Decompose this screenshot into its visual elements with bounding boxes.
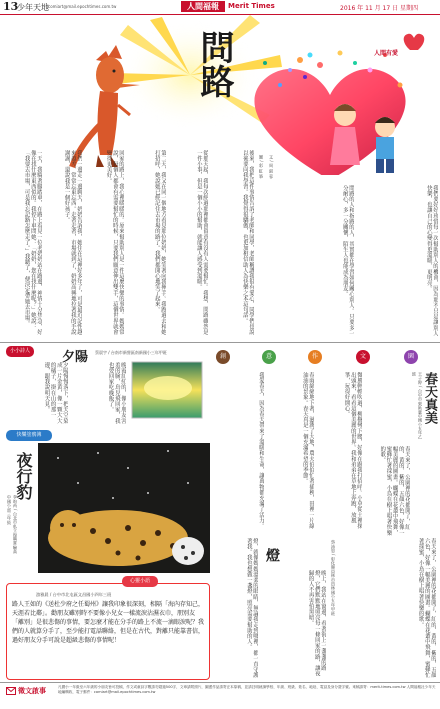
lamp-byline: 蔡沛恩 / 彰化縣員林市員林國小五年甲班: [331, 540, 336, 616]
poem-title: 夕陽: [62, 350, 89, 365]
heart-words-byline: 游雅晨 / 台中市北屯區文昌國小四年三班: [36, 592, 112, 597]
text-column: 晚上，我站在窗邊，看著街上一盞盞的路燈，它們默默地照亮每一條回家的路，讓夜歸的人不再害怕黑暗。: [307, 570, 326, 677]
text-column: 從那天起，我每次經過那裡都會留意有沒有人需要幫忙。我想，問路雖然是一件小事，但是一個小小的幫助，就能讓人感受到溫暖。: [195, 150, 208, 335]
leopard-painting: [38, 443, 210, 573]
story1-title: [196, 30, 232, 98]
story1-byline: 文 / 周 淑 蓉: [269, 155, 274, 179]
text-column: 燈，就像媽媽溫柔的眼睛，無論我走到哪裡，都一直守護著我。我也想做一盞燈，照亮需要幫助的人。: [245, 538, 258, 678]
heart-words-body: 路人王如的《送杜少府之任蜀州》讓我印象很深刻，相隔「海內存知己，天涯若比鄰」。勸朋友雖別時不要像小兒女一樣流淚沾濕衣巾，朋別友「離別」是很悲傷的事情，要怎麼才能在分手的路上不流一滴眼淚呢？我們的人就算分手了，至少能打電話聯絡，但是在古代，對離只能靠書信，過好朋友分手可說是超級悲傷的事情呢！: [12, 601, 205, 644]
heart-words-badge: 心靈小語: [122, 576, 158, 587]
poem-badge: 小小詩人: [6, 346, 34, 357]
poem-text: 晚霞紅紅的，像小朋友害羞的臉，鳥兒飛回家，我也要回家吃晚飯了。: [107, 362, 126, 424]
doodle-title: 夜行豹: [14, 452, 33, 500]
lamp-title: 燈: [264, 548, 280, 562]
divider: [0, 342, 440, 343]
text-column: 我們要好好珍惜每一次幫助別人的機會，因為那不只是讓別人快樂，也讓自己的心變得更溫暖、更明亮。: [425, 185, 438, 337]
text-column: 春雨綿綿地下著，滋潤了大地，農夫伯伯忙著插秧，田裡一片綠油油的景象。春天真是一個充滿希望的季節。: [301, 372, 314, 529]
text-column: 問路的人和指路的人，其實都在學習如何關心別人。只要多一分耐心，多一分關懷，陌生人也能成為朋友。: [341, 185, 354, 337]
envelope-icon: [6, 686, 16, 696]
poem-text: 夕陽慢慢落下，把天空染成一片金黃，像一顆大大的橘子，掛在山的那一邊，跟我說明天見。: [43, 362, 68, 424]
composition-bubbles: [216, 348, 436, 368]
bubble-5: 園: [404, 350, 418, 364]
doodle-badge: 快樂塗鴉簿: [6, 430, 52, 441]
heart-icon: [404, 34, 425, 50]
bubble-3: 作: [308, 350, 322, 364]
sunset-painting: [128, 358, 206, 424]
bubble-1: 創: [216, 350, 230, 364]
spring-title: 春天真美: [422, 372, 437, 424]
text-column: 春天來了，公園裡的花都開了，紅的、黃的、紫的，五顏六色，好像一幅美麗的圖畫。蝴蝶在花叢中飛舞，蜜蜂忙著採蜜，小鳥在樹上唱著快樂的歌。: [379, 446, 410, 536]
text-column: 後來，我把這件事情告訴了老師和同學，老師稱讚我很有愛心，同學們也說以後要向我學習。我覺得很驕傲，也更加相信助人為快樂之本這句話。: [241, 150, 254, 335]
footer-text: 凡國小一年級至六年級的小朋友皆可投稿，作文或童詩字數請勿超過500字，文章請附照片，圖畫作品請寄正本原稿，並請註明就讀學校、年級、班級、姓名、地址、電話及身分證字號。來稿請寄：merit-times.com.tw 人間福報社少年天地編輯收，電子郵件：comiart@mail.epochtimes.com.tw: [58, 685, 436, 694]
brand-logo: 人間福報: [181, 1, 225, 12]
bubble-2: 意: [262, 350, 276, 364]
text-column: 春天來了，公園裡的花都開了，紅的、黃的、紫的，五顏六色，好像一幅美麗的圖畫。蝴蝶在花叢中飛舞，蜜蜂忙著採蜜，小鳥在樹上唱著快樂的歌。: [417, 538, 436, 678]
text-column: 一天，我騎著腳踏車，在路上看見一位老奶奶站在路邊，神情十分焦急，好像在找什麼東西似的。我停下車問她：「奶奶，您在找什麼呢？」她說：「我要去市場，可是我忘記路怎麼走了。」我聽了，便決定帶她去市場。: [23, 150, 42, 335]
story1-title-char-2: 路: [194, 64, 234, 98]
footer-label: 徵文啟事: [18, 686, 46, 695]
spring-author: 王子婷 / 台中市東區臺中國小五年乙班: [412, 372, 423, 439]
text-column: 我們一邊走一邊聊天，奶奶告訴我，她住在這裡好多年了，可是最近記性越來越差，常常忘東忘西。走著走著，市場就到了，奶奶高興地拉著我的手說謝謝，還說我是一個好孩子。: [63, 150, 82, 335]
text-column: 第二天，我又在同一個地方看見那位奶奶，她笑著向我揮手。我跑過去和她打招呼，她說她已經記住去市場的路了。我們都開心地笑了起來。: [153, 150, 166, 335]
poem-byline: 蔡晨宇 / 台南市新營區南新國小三年甲班: [95, 350, 167, 355]
header-email: comiart@mail.epochtimes.com.tw: [48, 4, 117, 9]
story1-title-char-1: 問: [194, 30, 234, 64]
footer-divider: [0, 682, 440, 683]
issue-date: 2016 年 11 月 17 日 星期四: [340, 5, 418, 12]
brand-english: Merit Times: [228, 2, 275, 10]
doodle-byline: 李昀芮 / 台北市私立復興實驗高中國小部三年級: [7, 495, 18, 554]
bubble-4: 文: [356, 350, 370, 364]
text-column: 微風輕輕吹過，柳樹彎下腰，好像在跟我打招呼。小草從土裡探出頭來，看看這個美麗的世界。我和弟弟在草地上奔跑，放風箏，玩得好開心。: [343, 372, 362, 529]
page-number: 13: [3, 0, 19, 13]
section-title: 少年天地: [17, 3, 49, 12]
story1-illustrator: 圖 / 彩 虹 筆: [259, 155, 264, 179]
text-column: 回家的路上，我心裡暖暖的。原來幫助別人是一件這麼快樂的事情。媽媽常說，每個人都會有需要幫忙的時候，只要我們願意伸出雙手，這個世界就會變得更美好。: [105, 150, 124, 335]
text-column: 我愛春天，因為春天帶來了溫暖和生命，讓萬物都充滿了活力。: [258, 372, 264, 529]
column-tag: 人間有愛: [374, 50, 399, 57]
